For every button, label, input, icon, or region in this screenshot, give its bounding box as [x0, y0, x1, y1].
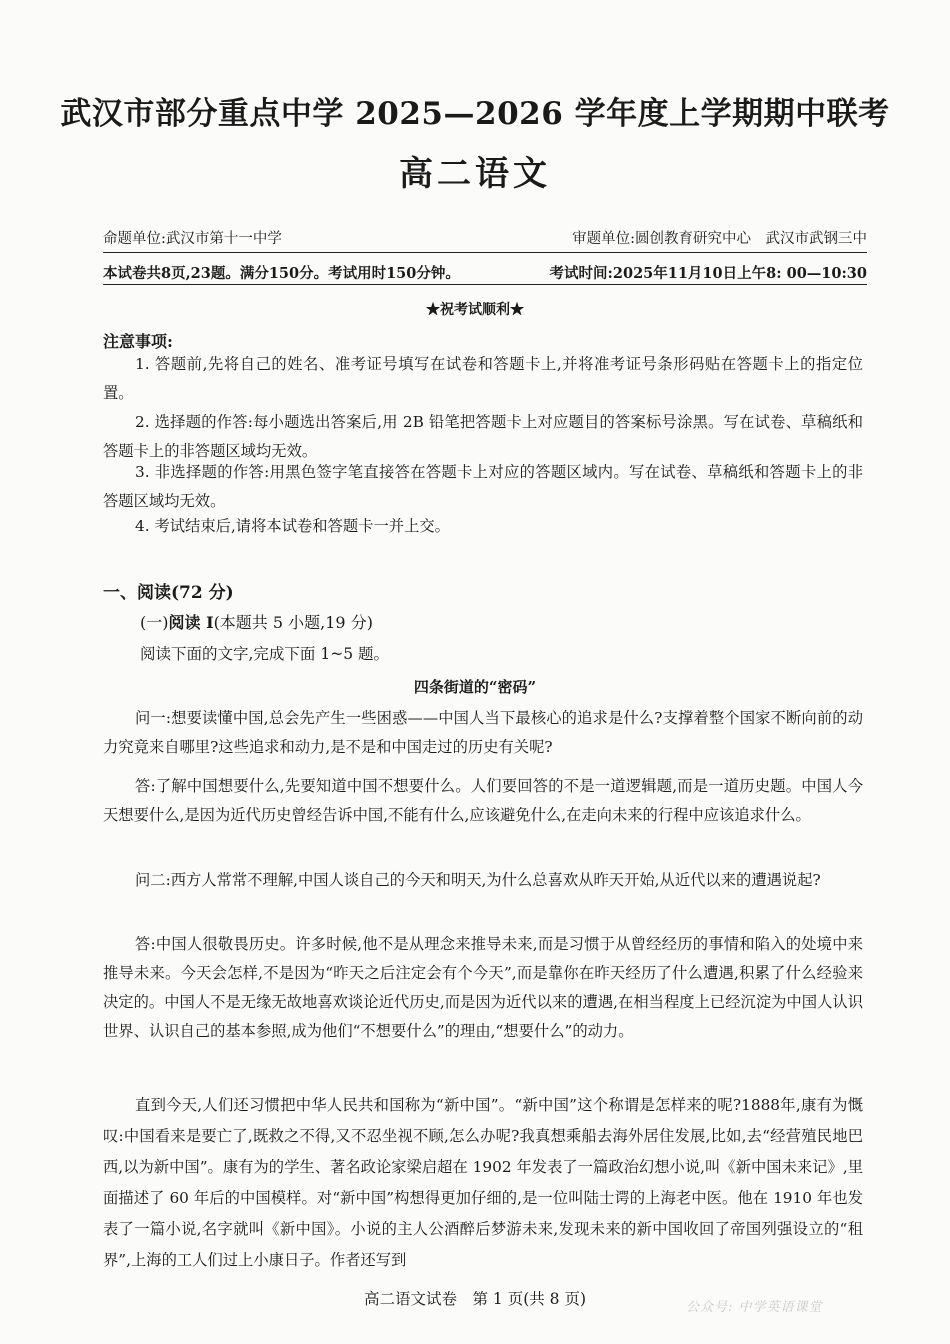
- exam-title: 武汉市部分重点中学 2025—2026 学年度上学期期中联考: [60, 96, 890, 132]
- note-item: 1. 答题前,先将自己的姓名、准考证号填写在试卷和答题卡上,并将准考证号条形码贴在答题卡上的指定位置。: [103, 355, 863, 402]
- exam-summary: 本试卷共8页,23题。满分150分。考试用时150分钟。: [103, 265, 460, 282]
- article-paragraph: 答:了解中国想要什么,先要知道中国不想要什么。人们要回答的不是一道逻辑题,而是一道历史题。中国人今天想要什么,是因为近代历史曾经告诉中国,不能有什么,应该避免什么,在走向未来的行程中应该追求什么。: [103, 777, 863, 824]
- reading-instruction: 阅读下面的文字,完成下面 1~5 题。: [140, 645, 389, 663]
- article-paragraph: 问二:西方人常常不理解,中国人谈自己的今天和明天,为什么总喜欢从昨天开始,从近代以来的遭遇说起?: [135, 871, 821, 889]
- subsection-name: 阅读 I: [168, 613, 214, 632]
- article-title: 四条街道的“密码”: [413, 678, 537, 696]
- subject-title: 高二语文: [399, 154, 551, 194]
- subsection-title: [140, 610, 373, 633]
- note-item: 3. 非选择题的作答:用黑色签字笔直接答在答题卡上对应的答题区域内。写在试卷、草稿纸和答题卡上的非答题区域均无效。: [103, 463, 863, 510]
- article-paragraph: 直到今天,人们还习惯把中华人民共和国称为“新中国”。“新中国”这个称谓是怎样来的呢?1888年,康有为慨叹:中国看来是要亡了,既救之不得,又不忍坐视不顾,怎么办呢?我真想乘船去海外居住发展,比如,去“经营殖民地巴西,以为新中国”。康有为的学生、著名政论家梁启超在 1902 年发表了一篇政治幻想小说,叫《新中国未来记》,里面描述了 60 年后的中国模样。对“新中国”构想得更加仔细的,是一位叫陆士谔的上海老中医。他在 1910 年也发表了一篇小说,名字就叫《新中国》。小说的主人公酒醉后梦游未来,发现未来的新中国收回了帝国列强设立的“租界”,上海的工人们过上小康日子。作者还写到: [103, 1096, 863, 1269]
- subsection-prefix: (一): [140, 613, 169, 632]
- divider: [103, 252, 867, 253]
- setter-unit: 命题单位:武汉市第十一中学: [103, 231, 282, 247]
- exam-time: 考试时间:2025年11月10日上午8: 00—10:30: [549, 265, 867, 282]
- setter-row: [103, 227, 867, 248]
- page-footer: 高二语文试卷 第 1 页(共 8 页): [363, 1290, 587, 1308]
- article-paragraph: 问一:想要读懂中国,总会先产生一些困惑——中国人当下最核心的追求是什么?支撑着整个国家不断向前的动力究竟来自哪里?这些追求和动力,是不是和中国走过的历史有关呢?: [103, 709, 863, 756]
- summary-row: [103, 262, 867, 283]
- article-paragraph: 答:中国人很敬畏历史。许多时候,他不是从理念来推导未来,而是习惯于从曾经经历的事情和陷入的处境中来推导未来。今天会怎样,不是因为“昨天之后注定会有个今天”,而是靠你在昨天经历了什么遭遇,积累了什么经验来决定的。中国人不是无缘无故地喜欢谈论近代历史,而是因为近代以来的遭遇,在相当程度上已经沉淀为中国人认识世界、认识自己的基本参照,成为他们“不想要什么”的理由,“想要什么”的动力。: [103, 935, 863, 1040]
- section-title: 一、阅读(72 分): [103, 583, 234, 603]
- notes-heading: 注意事项:: [103, 332, 173, 351]
- divider: [103, 284, 867, 285]
- watermark: 公众号: 中学英语课堂: [686, 1300, 823, 1315]
- subsection-info: (本题共 5 小题,19 分): [213, 613, 373, 632]
- good-luck-banner: ★祝考试顺利★: [426, 302, 524, 318]
- note-item: 4. 考试结束后,请将本试卷和答题卡一并上交。: [135, 517, 450, 535]
- reviewer-unit: 审题单位:圆创教育研究中心 武汉市武钢三中: [572, 231, 867, 247]
- note-item: 2. 选择题的作答:每小题选出答案后,用 2B 铅笔把答题卡上对应题目的答案标号涂黑。写在试卷、草稿纸和答题卡上的非答题区域均无效。: [103, 413, 863, 460]
